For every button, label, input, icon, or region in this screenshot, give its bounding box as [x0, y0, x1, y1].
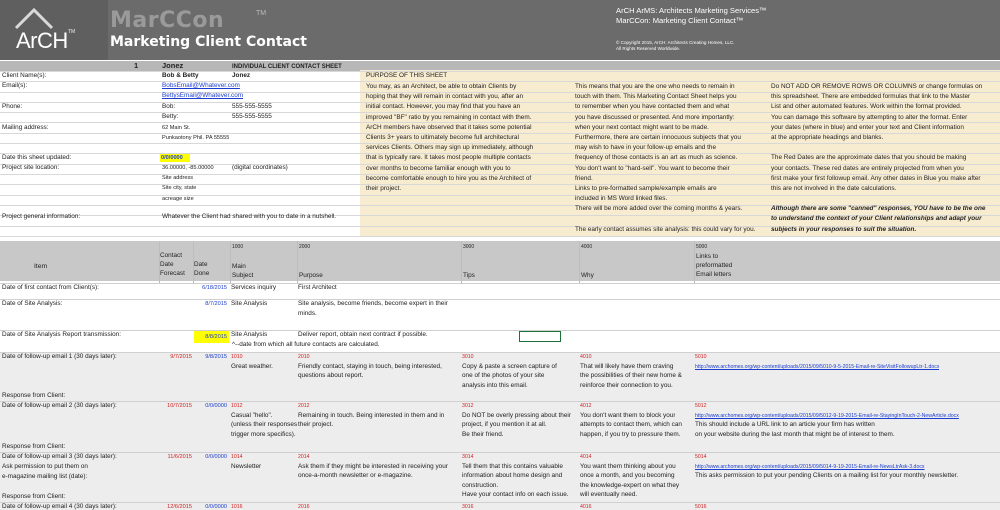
- subject-cell-line: Great weather.: [231, 362, 273, 370]
- purpose-line: services Clients. Others may sign up immediately, although: [366, 144, 534, 152]
- purpose-line: [575, 214, 755, 224]
- address-label: Mailing address:: [2, 124, 49, 131]
- address-line-1[interactable]: 62 Main St.: [162, 125, 191, 131]
- purpose-cell-line: 2016: [298, 504, 310, 510]
- link-cell-line[interactable]: http://www.archomes.org/wp-content/uploads/2015/09/5014-9-19-2015-Email-re-NewsLtrAsk-3.docx: [695, 463, 925, 470]
- purpose-line: There will be more added over the coming months & years.: [575, 205, 743, 213]
- house-roof-icon: [14, 4, 54, 30]
- bob-phone-value[interactable]: 555-555-5555: [232, 103, 272, 110]
- why-cell-line: That will likely have them craving: [580, 362, 674, 370]
- subject-cell-line: 1016: [231, 504, 243, 510]
- subject-code: 1000: [232, 244, 244, 250]
- link-cell-line: on your website during the last month that might be of interest to them.: [695, 430, 895, 438]
- subject-cell-line: 1012: [231, 403, 243, 409]
- why-cell-line: the possibilities of their new home &: [580, 372, 682, 380]
- col-header-done: Date Done: [194, 261, 210, 277]
- col-header-item: Item: [34, 263, 48, 270]
- purpose-line: to remember when you have contacted them and what: [575, 103, 730, 111]
- purpose-line: [771, 194, 985, 204]
- purpose-line: over months to become familiar enough with you to: [366, 164, 511, 172]
- why-cell-line: 4012: [580, 403, 592, 409]
- purpose-line: The Red Dates are the approximate dates that you should be making: [771, 154, 967, 162]
- purpose-line: Although there are some "canned" responses, YOU have to be the one: [771, 205, 986, 213]
- subject-cell-line: Newsletter: [231, 462, 262, 470]
- subject-cell-line: Site Analysis: [231, 331, 268, 338]
- client-number: 1: [134, 62, 139, 70]
- mailing-permission-label: Ask permission to put them on: [2, 463, 88, 470]
- header-info: ArCH ArMS: Architects Marketing Services™ MarCCon: Marketing Client Contact™ © Copyright 2015, ArCH: Architects Creating Homes, LLC. All Rights Reserved Worldwide.: [616, 6, 767, 51]
- subject-cell-line: Casual "hello".: [231, 411, 273, 419]
- tips-cell-line: information about home design and: [462, 472, 563, 480]
- subject-cell-line: Services inquiry: [231, 284, 277, 291]
- updated-date[interactable]: 0/0/0000: [160, 154, 190, 162]
- done-date[interactable]: 8/8/2015: [194, 331, 229, 343]
- purpose-line: ArCH members have observed that it takes some potential: [366, 123, 532, 131]
- purpose-line: become comfortable enough to hire you as the Architect of: [366, 174, 532, 182]
- tips-cell-line: 3012: [462, 403, 474, 409]
- purpose-cell-line: questions about report.: [298, 372, 364, 380]
- email-link-1[interactable]: BobsEmail@Whatever.com: [162, 82, 240, 89]
- subject-cell-line: 1010: [231, 354, 243, 360]
- email-link-2[interactable]: BettysEmail@Whatever.com: [162, 92, 244, 99]
- link-cell-line: This asks permission to put your pending Clients on a mailing list for your monthly newsletter.: [695, 472, 959, 480]
- table-row: [0, 330, 1000, 352]
- forecast-date: 9/7/2015: [170, 354, 192, 360]
- subject-cell-line: 1014: [231, 454, 243, 460]
- why-cell-line: the knowledge-expert on what they: [580, 481, 680, 489]
- done-date[interactable]: 6/18/2015: [202, 285, 227, 291]
- betty-phone-value[interactable]: 555-555-5555: [232, 113, 272, 120]
- why-cell-line: You don't want them to block your: [580, 411, 676, 419]
- row-item-label: Date of follow-up email 4 (30 days later):: [2, 503, 117, 510]
- done-date[interactable]: 9/8/2015: [205, 354, 227, 360]
- why-cell-line: attempts to contact them, which can: [580, 421, 682, 429]
- selected-cell[interactable]: [519, 331, 561, 342]
- purpose-cell-line: once-a-month newsletter or e-magazine.: [298, 472, 413, 480]
- general-info-value[interactable]: Whatever the Client had shared with you to date in a nutshell.: [162, 213, 337, 220]
- tips-cell-line: Do NOT be overly pressing about their: [462, 411, 571, 419]
- purpose-line: The early contact assumes site analysis: this could vary for you.: [575, 225, 756, 233]
- forecast-date: 11/6/2015: [167, 454, 192, 460]
- why-cell-line: will eventually need.: [580, 491, 638, 499]
- row-item-label: Date of Site Analysis Report transmission:: [2, 331, 121, 338]
- client-response-label: Response from Client:: [2, 493, 66, 500]
- product-title: MarCCon: [110, 8, 225, 33]
- purpose-cell-line: Site analysis, become friends, become expert in their: [298, 300, 448, 307]
- link-cell-line[interactable]: http://www.archomes.org/wp-content/uploads/2015/09/5010-9-5-2015-Email-re-SiteVisitFollowupLtr-1.docx: [695, 363, 940, 370]
- phone-label: Phone:: [2, 103, 23, 110]
- why-cell-line: happen, if you try to pressure them.: [580, 430, 681, 438]
- tips-cell-line: construction.: [462, 481, 499, 489]
- purpose-line: improved "BF" ratio by you remaining in contact with them.: [366, 113, 532, 121]
- row-item-label: Date of first contact from Client(s):: [2, 284, 99, 291]
- general-info-label: Project general information:: [2, 213, 81, 220]
- purpose-code: 2000: [299, 244, 311, 250]
- purpose-line: when your next contact might want to be made.: [575, 123, 709, 131]
- emails-label: Email(s):: [2, 82, 28, 89]
- tips-cell-line: project, if you mention it at all.: [462, 421, 547, 429]
- site-coordinates[interactable]: 36.00000, -85.00000: [162, 165, 214, 171]
- site-address[interactable]: Site address: [162, 175, 194, 181]
- row-item-label: Date of follow-up email 3 (30 days later):: [2, 453, 117, 460]
- app-header: [0, 0, 1000, 60]
- col-header-forecast: Contact Date Forecast: [160, 252, 185, 277]
- purpose-line: this spreadsheet. There are embedded formulas that link to the Master: [771, 93, 971, 101]
- calculation-note: ^--date from which all future contacts are calculated.: [232, 341, 380, 348]
- purpose-line: to understand the context of your Client relationships and adapt your: [771, 215, 982, 223]
- link-cell-line: 5010: [695, 354, 707, 360]
- tips-cell-line: 3010: [462, 354, 474, 360]
- done-date[interactable]: 8/7/2015: [205, 301, 227, 307]
- purpose-heading: PURPOSE OF THIS SHEET: [366, 72, 448, 79]
- purpose-line: initial contact. However, you may find that you have an: [366, 103, 521, 111]
- purpose-line: may wish to have in your follow-up emails and the: [575, 144, 717, 152]
- why-cell-line: reinforce their connection to you.: [580, 381, 673, 389]
- links-code: 5000: [696, 244, 708, 250]
- client-last-name[interactable]: Jonez: [162, 62, 184, 70]
- sheet-title: INDIVIDUAL CLIENT CONTACT SHEET: [232, 64, 342, 70]
- tips-cell-line: Tell them that this contains valuable: [462, 462, 563, 470]
- grid-line: [0, 71, 1000, 72]
- purpose-line: Do NOT ADD OR REMOVE ROWS OR COLUMNS or change formulas on: [771, 83, 983, 90]
- row-item-label: Date of follow-up email 2 (30 days later):: [2, 402, 117, 409]
- purpose-line: touch with them. This Marketing Contact Sheet helps you: [575, 93, 737, 101]
- address-line-2[interactable]: Punkaotony Phil. PA 55555: [162, 135, 230, 141]
- purpose-line: at the appropriate headings and blanks.: [771, 133, 884, 141]
- done-date[interactable]: 0/0/0000: [205, 504, 227, 510]
- why-code: 4000: [581, 244, 593, 250]
- why-cell-line: 4016: [580, 504, 592, 510]
- logo-text: ArCH: [16, 28, 68, 53]
- purpose-cell-line: 2012: [298, 403, 310, 409]
- why-cell-line: You want them thinking about you: [580, 462, 676, 470]
- purpose-line: Furthermore, there are certain innocuous subjects that you: [575, 133, 741, 141]
- forecast-date: 10/7/2015: [167, 403, 192, 409]
- link-cell-line: 5016: [695, 504, 707, 510]
- mailing-permission-label: e-magazine mailing list (date):: [2, 472, 88, 480]
- col-header-purpose: Purpose: [299, 272, 323, 279]
- site-city[interactable]: Site city, state: [162, 185, 197, 191]
- purpose-line: hoping that they will remain in contact with you, after an: [366, 93, 524, 101]
- purpose-line: your dates (where in blue) and enter your text and Client information: [771, 123, 964, 131]
- forecast-date: 12/6/2015: [167, 504, 192, 510]
- product-subtitle: Marketing Client Contact: [110, 34, 307, 50]
- tips-cell-line: one of the photos of your site: [462, 372, 545, 380]
- purpose-line: List and other automated features. Work within the format provided.: [771, 103, 962, 111]
- grid-line: [0, 236, 1000, 237]
- client-response-label: Response from Client:: [2, 392, 66, 399]
- purpose-line: You can damage this software by attempting to alter the format. Enter: [771, 113, 968, 121]
- tips-cell-line: 3014: [462, 454, 474, 460]
- table-row: [0, 299, 1000, 330]
- site-location-label: Project site location:: [2, 164, 60, 171]
- purpose-text-col3: [771, 82, 985, 235]
- tips-code: 3000: [463, 244, 475, 250]
- tips-cell-line: 3016: [462, 504, 474, 510]
- purpose-cell-line: 2010: [298, 354, 310, 360]
- arch-logo: ArCH TM: [0, 0, 108, 60]
- why-cell-line: once a month, and you becoming: [580, 472, 675, 480]
- why-cell-line: 4014: [580, 454, 592, 460]
- purpose-cell-line: 2014: [298, 454, 310, 460]
- table-header: [0, 241, 1000, 281]
- purpose-line: this are not involved in the date calculations.: [771, 184, 897, 192]
- purpose-cell-line: First Architect: [298, 284, 337, 291]
- done-date[interactable]: 0/0/0000: [205, 454, 227, 460]
- purpose-line: You don't want to "hard-sell". You want to become their: [575, 164, 730, 172]
- tips-cell-line: Copy & paste a screen capture of: [462, 362, 557, 370]
- betty-phone-label: Betty:: [162, 113, 179, 120]
- updated-label: Date this sheet updated:: [2, 154, 72, 161]
- purpose-cell-line: Remaining in touch. Being interested in them and in: [298, 411, 445, 419]
- row-item-label: Date of Site Analysis:: [2, 300, 63, 307]
- subject-cell-line: (unless their responses: [231, 421, 298, 429]
- coordinates-note: (digital coordinates): [232, 164, 288, 171]
- subject-cell-line: Site Analysis: [231, 300, 268, 307]
- link-cell-line[interactable]: http://www.archomes.org/wp-content/uploads/2015/09/5012-9-19-2015-Email-re-StayingInTouch-2-NewArticle.docx: [695, 412, 959, 419]
- col-header-why: Why: [581, 272, 594, 279]
- purpose-line: included in MS Word linked files.: [575, 195, 668, 203]
- purpose-cell-line: minds.: [298, 309, 317, 317]
- purpose-line: subjects in your responses to suit the situation.: [771, 225, 917, 233]
- purpose-cell-line: Deliver report, obtain next contract if possible.: [298, 331, 428, 338]
- tips-cell-line: analysis into this email.: [462, 381, 528, 389]
- purpose-line: frequency of those contacts is an art as much as science.: [575, 154, 738, 162]
- purpose-cell-line: Ask them if they might be interested in receiving your: [298, 462, 448, 470]
- purpose-line: You may, as an Architect, be able to obtain Clients by: [366, 83, 517, 90]
- done-date[interactable]: 0/0/0000: [205, 403, 227, 409]
- tips-cell-line: Be their friend.: [462, 430, 504, 438]
- purpose-line: their project.: [366, 184, 402, 192]
- client-name-label: Client Name(s):: [2, 72, 47, 79]
- col-header-tips: Tips: [463, 272, 475, 279]
- link-cell-line: 5012: [695, 403, 707, 409]
- purpose-line: friend.: [575, 174, 593, 182]
- col-header-links: Links to preformatted Email letters: [696, 253, 733, 278]
- purpose-line: your contacts. These red dates are entirely projected from when you: [771, 164, 964, 172]
- why-cell-line: 4010: [580, 354, 592, 360]
- purpose-line: that is typically rare. It takes most people multiple contacts: [366, 154, 531, 162]
- table-row: [0, 502, 1000, 510]
- purpose-line: first make your first followup email. Any other dates in Blue you make after: [771, 174, 981, 182]
- client-response-label: Response from Client:: [2, 443, 66, 450]
- link-cell-line: This should include a URL link to an article your firm has written: [695, 421, 875, 429]
- table-row: [0, 283, 1000, 299]
- purpose-cell-line: Friendly contact, staying in touch, being interested,: [298, 362, 442, 370]
- purpose-line: you have discussed or presented. And more importantly:: [575, 113, 735, 121]
- purpose-line: This means that you are the one who needs to remain in: [575, 83, 735, 90]
- tips-cell-line: Have your contact info on each issue.: [462, 491, 569, 499]
- client-name-value[interactable]: Bob & Betty: [162, 72, 199, 79]
- purpose-text-col1: [366, 82, 533, 194]
- subject-cell-line: trigger more specifics).: [231, 430, 296, 438]
- bob-phone-label: Bob:: [162, 103, 176, 110]
- purpose-text-col2: [575, 82, 755, 235]
- link-cell-line: 5014: [695, 454, 707, 460]
- purpose-cell-line: their project.: [298, 421, 334, 429]
- row-item-label: Date of follow-up email 1 (30 days later):: [2, 353, 117, 360]
- title-trademark: TM: [256, 10, 267, 17]
- purpose-line: [771, 143, 985, 153]
- site-acreage[interactable]: acreage size: [162, 196, 194, 202]
- col-header-subject: Main Subject: [232, 263, 254, 279]
- purpose-line: Links to pre-formatted sample/example emails are: [575, 184, 717, 192]
- client-name-last[interactable]: Jonez: [232, 72, 251, 79]
- purpose-line: Clients 3+ years to ultimately become full architectural: [366, 133, 519, 141]
